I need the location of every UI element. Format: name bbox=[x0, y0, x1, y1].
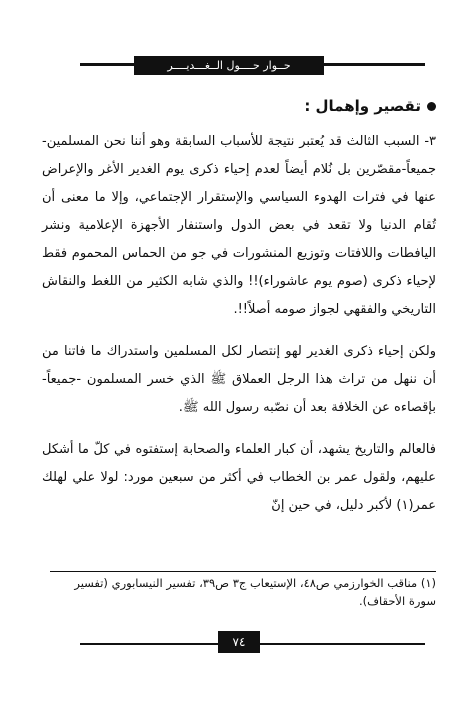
page-number: ٧٤ bbox=[218, 631, 260, 653]
paragraph-3: فالعالم والتاريخ يشهد، أن كبار العلماء والصحابة إستفتوه في كلّ ما أشكل عليهم، ولقول عمر بن الخطاب في أكثر من سبعين مورد: لولا علي لهلك عمر(١) لأكبر دليل، في حين إنّ bbox=[42, 442, 436, 513]
section-heading bbox=[42, 96, 436, 116]
bullet-icon bbox=[427, 102, 436, 111]
paragraph-1: ٣- السبب الثالث قد يُعتبر نتيجة للأسباب السابقة وهو أننا نحن المسلمين-جميعاً-مقصّرين بل نُلام أيضاً لعدم إحياء ذكرى يوم الغدير الأغر والإعراض عنها في فترات الهدوء السياسي والإستقرار الإجتماعي، وإلا ما معنى أن تُقام الدنيا ولا تقعد في بعض الدول واستنفار الأجهزة الإعلامية ونشر اليافطات واللافتات وتوزيع المنشورات في جو من الحماس المحموم فقط لإحياء ذكرى (صوم يوم عاشوراء)!! والذي شابه الكثير من اللغط والنقاش التاريخي والفقهي لجواز صومه أصلاً!!. bbox=[42, 134, 436, 317]
section-heading-text: تقصير وإهمال : bbox=[304, 97, 421, 115]
page-body bbox=[42, 96, 436, 534]
running-header: حــوار حــــول الــغـــديــــر bbox=[134, 56, 324, 75]
footnote-separator bbox=[50, 571, 436, 572]
footnote: (١) مناقب الخوارزمي ص٤٨، الإستيعاب ج٣ ص٣٩، تفسير النيسابوري (تفسير سورة الأحقاف). bbox=[74, 576, 436, 608]
paragraph-2: ولكن إحياء ذكرى الغدير لهو إنتصار لكل المسلمين واستدراك ما فاتنا من أن ننهل من تراث هذا الرجل العملاق ﷺ الذي خسر المسلمون -جميعاً- بإقصاءه عن الخلافة بعد أن نصّبه رسول الله ﷺ. bbox=[42, 344, 436, 415]
